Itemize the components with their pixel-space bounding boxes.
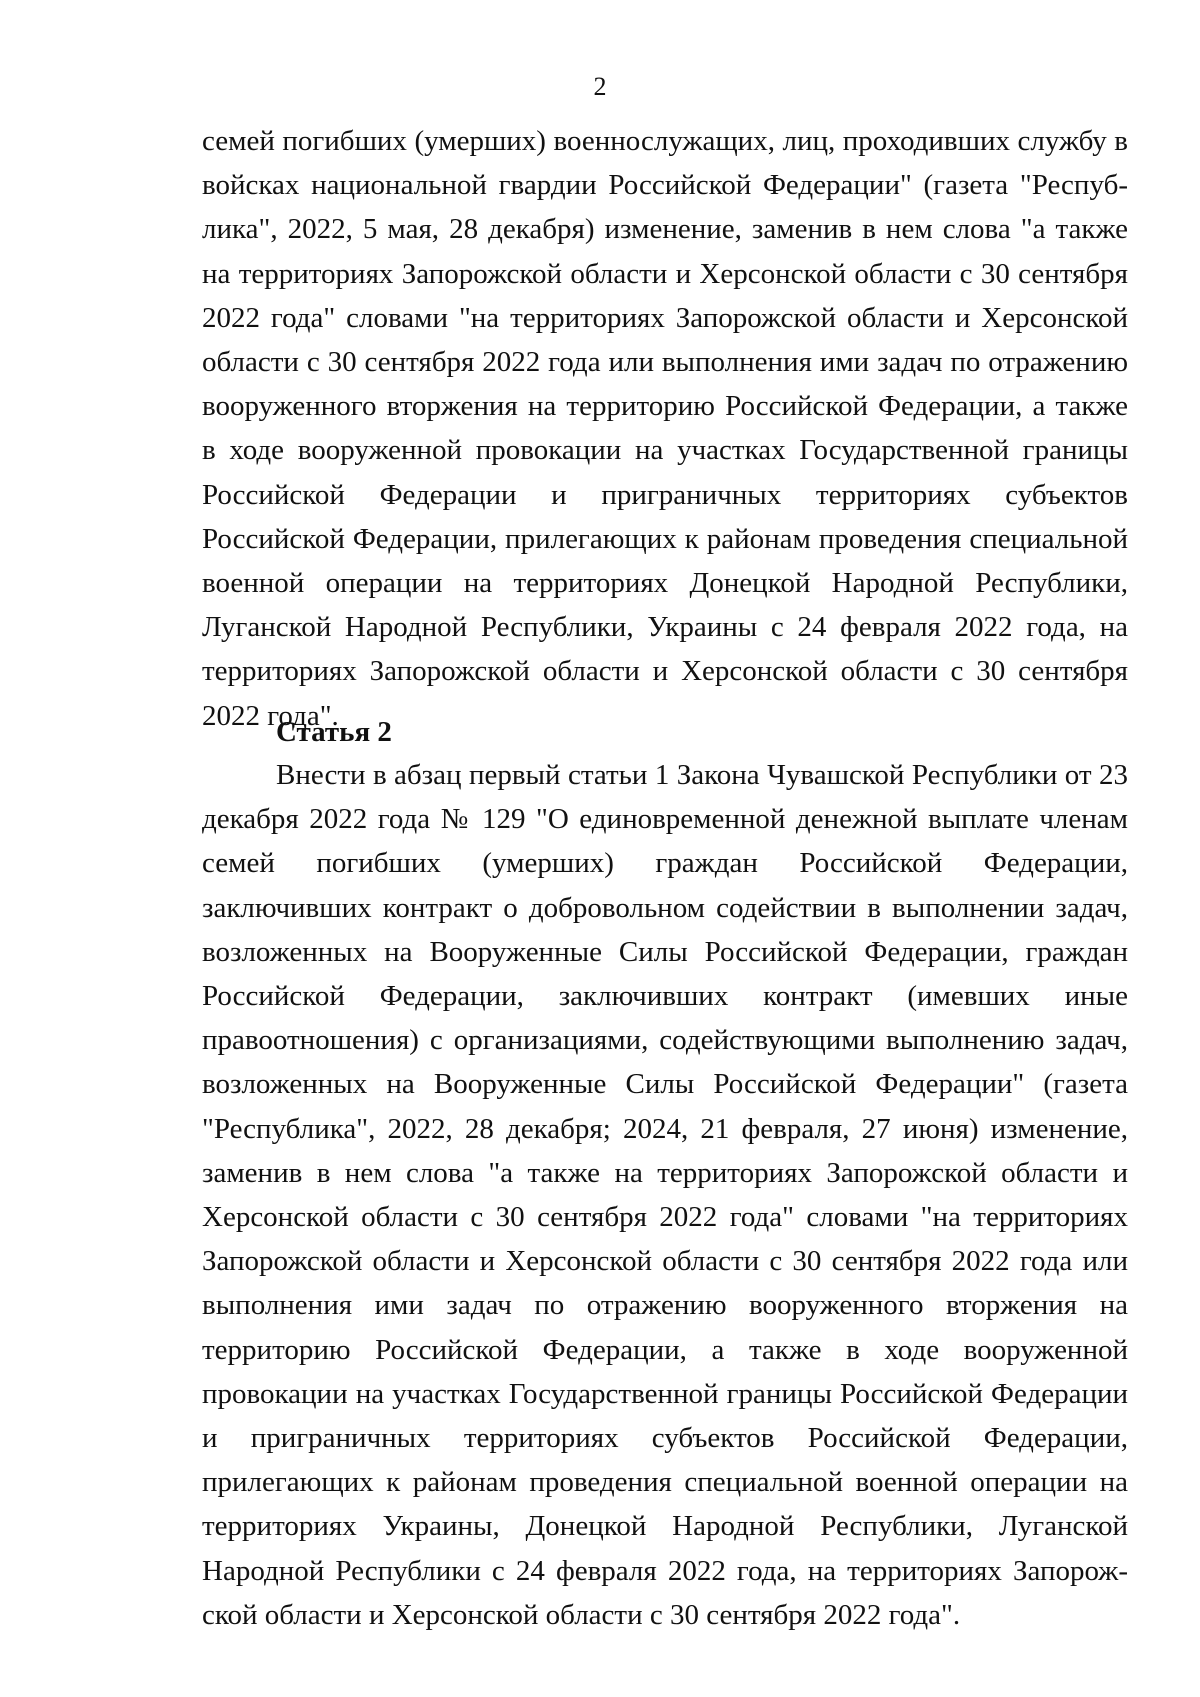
paragraph-continuation: семей погибших (умерших) военнослужащих, лиц, проходивших службу в войсках национальной гвардии Российской Федерации" (газета "Республика", 2022, 5 мая, 28 декабря) изменение, заменив в нем слова "а также на территориях Запорожской области и Херсонской области с 30 сентября 2022 года" словами "на территориях Запорожской области и Херсонской области с 30 сентября 2022 года или выполнения ими задач по отражению вооруженного вторжения на территорию Российской Федерации, а также в ходе вооруженной провокации на участках Государственной границы Российской Федерации и приграничных территориях субъектов Российской Федерации, прилегающих к районам проведения специальной военной операции на территориях Донецкой Народной Республики, Луганской Народной Республики, Украины с 24 февраля 2022 года, на территориях Запорожской области и Херсонской области с 30 сентября 2022 года". [202, 125, 1128, 732]
article-2-text: Внести в абзац первый статьи 1 Закона Чувашской Республики от 23 декабря 2022 года № 129 "О единовременной денежной выплате членам семей погибших (умерших) граждан Российской Федерации, заключивших контракт о добровольном содействии в выполнении задач, возложенных на Вооруженные Силы Российской Федерации, граждан Российской Федерации, заключивших контракт (имевших иные правоотношения) с организациями, содействующими выполнению задач, возложенных на Вооруженные Силы Российской Федерации" (газета "Республика", 2022, 28 декабря; 2024, 21 февраля, 27 июня) изменение, заменив в нем слова "а также на территориях Запорожской области и Херсонской области с 30 сентября 2022 года" словами "на территориях Запорожской области и Херсонской области с 30 сентября 2022 года или выполнения ими задач по отражению вооруженного вторжения на территорию Российской Федерации, а также в ходе вооруженной провокации на участках Государственной границы Российской Федерации и приграничных территориях субъектов Российской Федерации, прилегающих к районам проведения специальной военной операции на территориях Украины, Донецкой Народной Республики, Луганской Народной Республики с 24 февраля 2022 года, на территориях Запорожской области и Херсонской области с 30 сентября 2022 года". [202, 759, 1128, 1631]
page-number: 2 [593, 72, 607, 101]
article-heading: Статья 2 [276, 716, 392, 748]
